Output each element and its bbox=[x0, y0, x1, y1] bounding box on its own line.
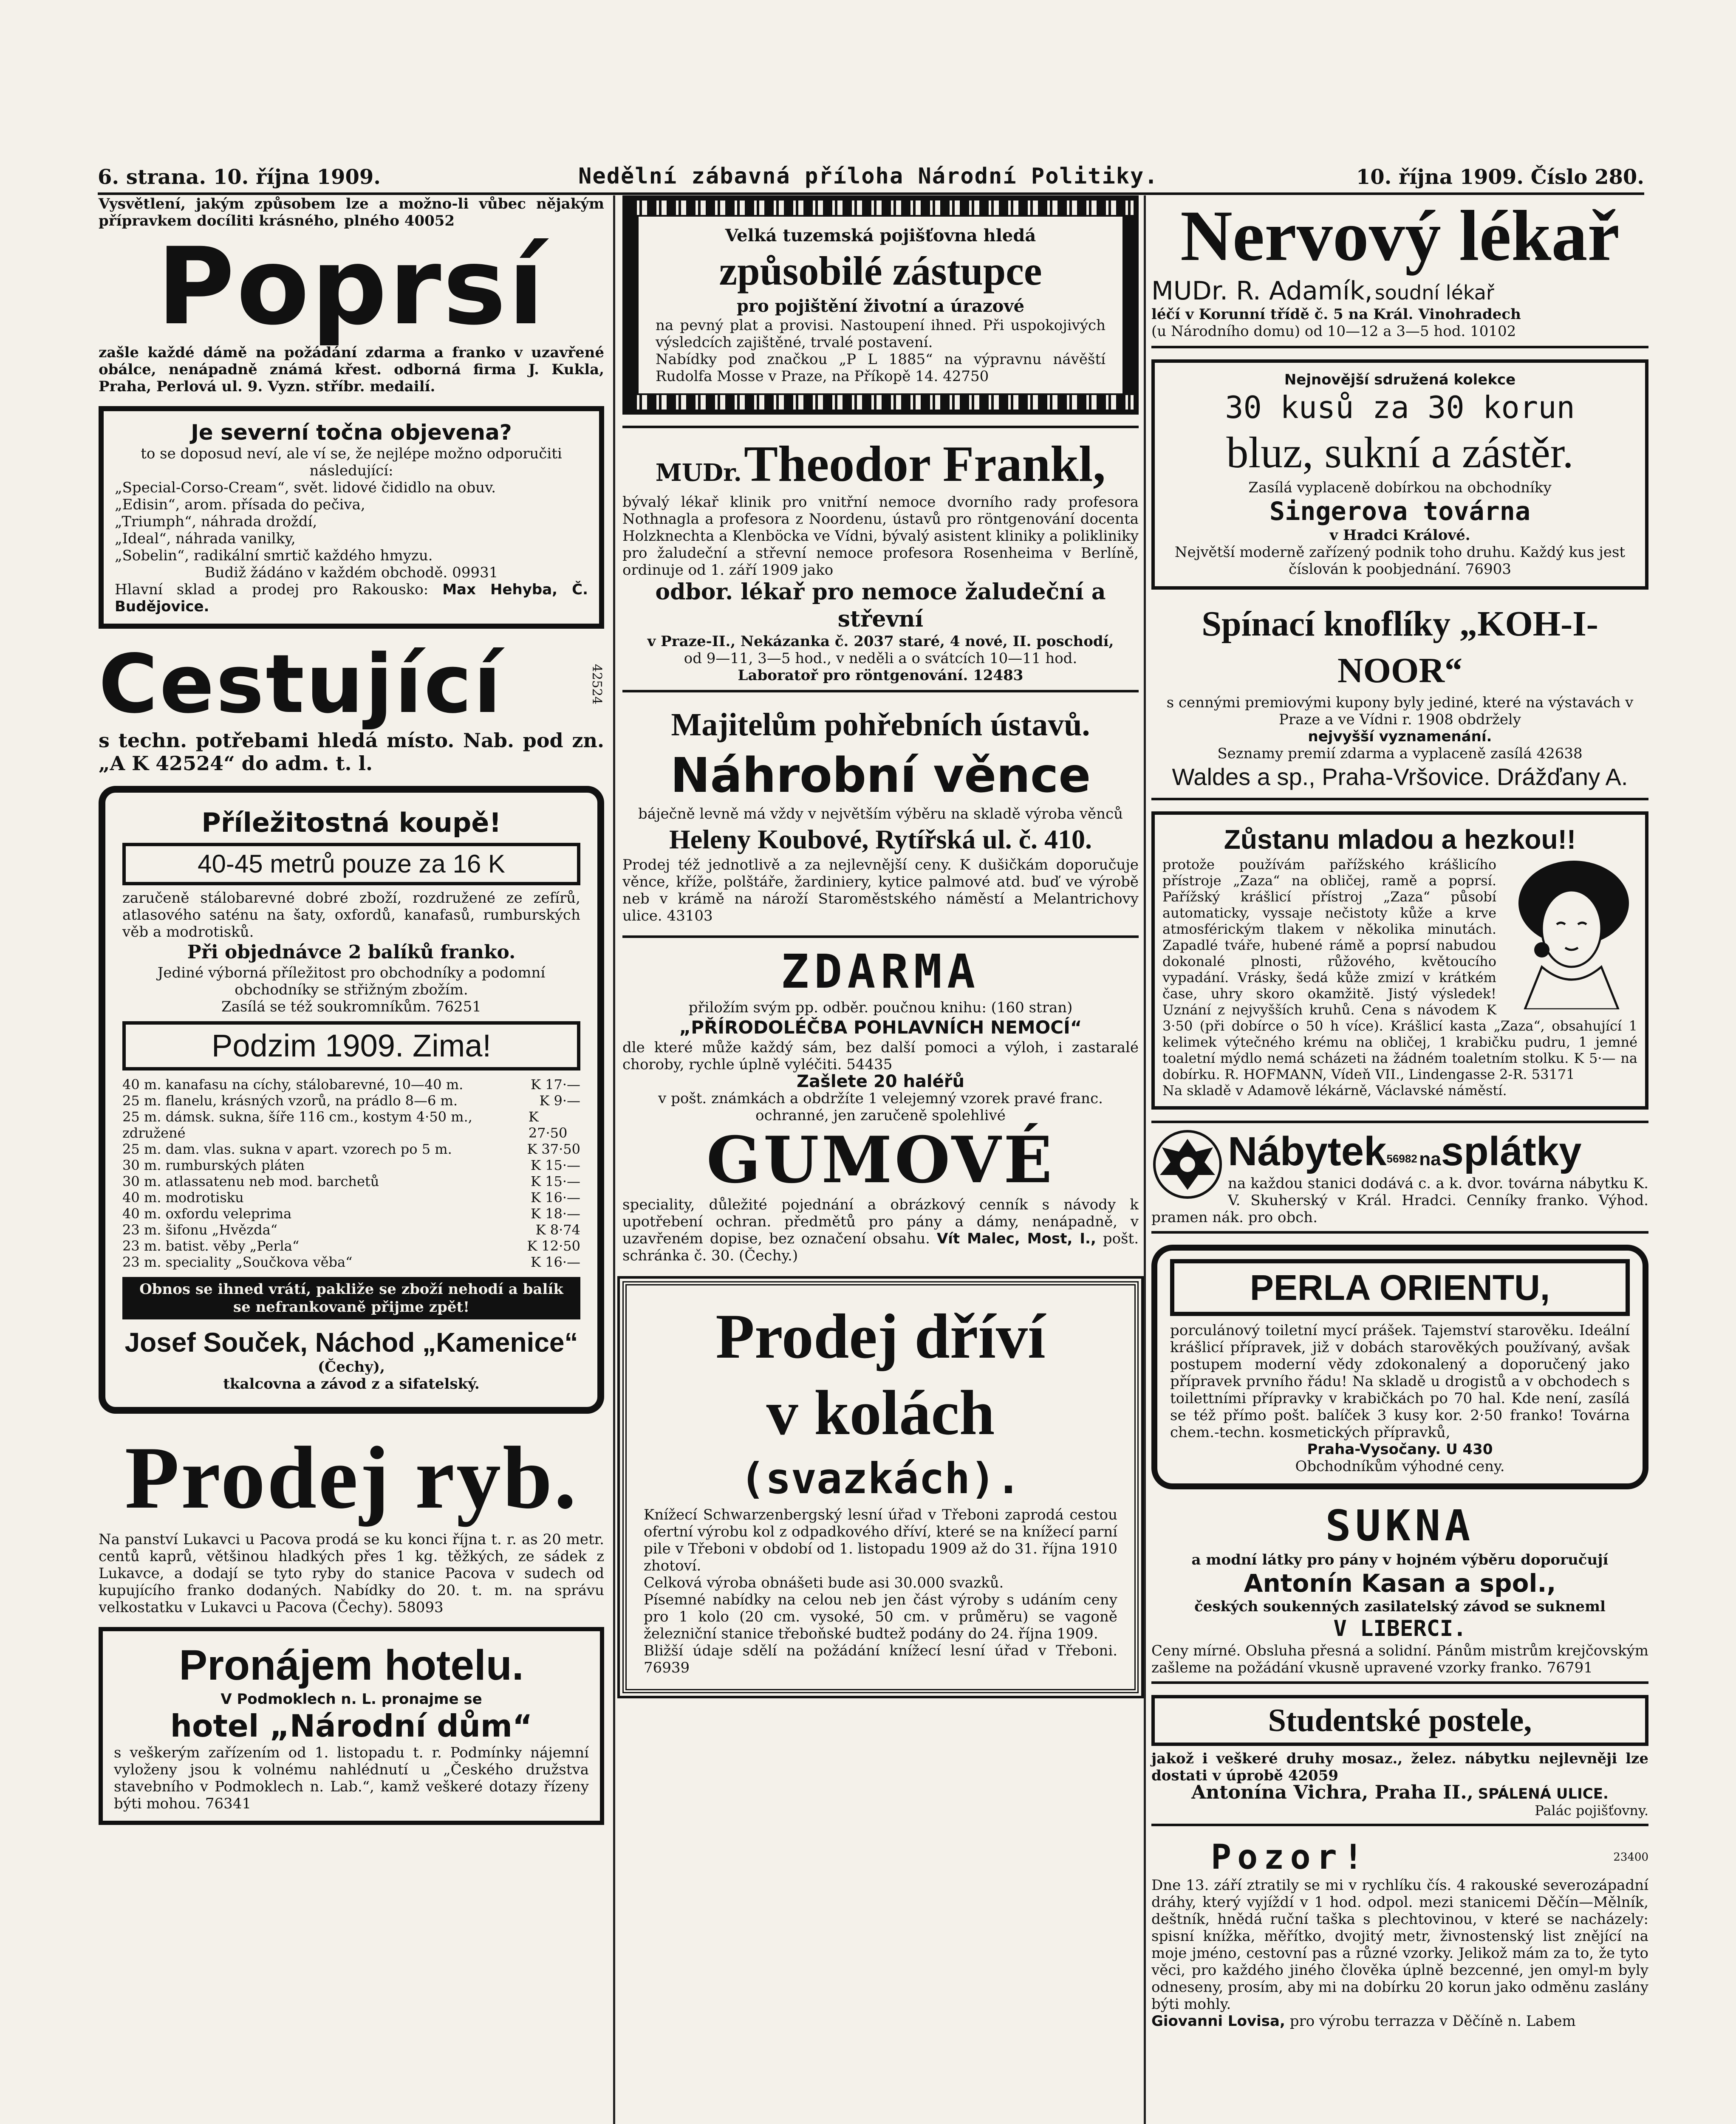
ad-studentske-postele bbox=[1151, 1695, 1648, 1826]
bluz-title: bluz, sukní a zástěr. bbox=[1226, 428, 1574, 477]
cestujici-title: Cestující bbox=[99, 637, 503, 731]
price-row bbox=[122, 1076, 580, 1093]
column-1 bbox=[99, 195, 604, 1836]
column-rule-2 bbox=[1144, 195, 1146, 2124]
price-item: 30 m. rumburských pláten bbox=[122, 1157, 305, 1173]
nabytek-code: 56982 bbox=[1386, 1152, 1417, 1165]
ryby-code: 58093 bbox=[397, 1599, 444, 1616]
perla-text: porculánový toiletní mycí prášek. Tajemství starověku. Ideální krášlicí přípravek, již v dobách starověkých používaný, avšak postupem moderní vědy zdokonalený a doporučený jako přípravek prvního řádu! Na skladě u drogistů a v obchodech s toilettními přípravky v krabičkách po 70 hal. Kde není, zasílá se též přímo pošt. balíček 3 kusy kor. 2·50 franko! Továrna chem.-techn. kosmetických přípravků, bbox=[1170, 1322, 1630, 1441]
tocna-item: „Ideal“, náhrada vanilky, bbox=[115, 530, 296, 547]
sukna-code: 76791 bbox=[1547, 1659, 1593, 1676]
nabytek-splatky: splátky bbox=[1441, 1129, 1582, 1174]
imperial-eagle-crest-icon bbox=[1151, 1128, 1224, 1200]
drivi-text: Knížecí Schwarzenbergský lesní úřad v Třeboni zaprodá cestou ofertní výrobu kol z odpadkového dříví, které se na knížecí parní pile v Třeboni v období od 1. listopadu 1909 až do 31. října 1910 zhotoví. bbox=[644, 1506, 1117, 1574]
column-3 bbox=[1151, 195, 1648, 2041]
price-value: K 16·— bbox=[531, 1254, 580, 1270]
price-row bbox=[122, 1093, 580, 1109]
poprsi-addr: Perlová ul. 9. Vyzn. stříbr. medailí. bbox=[156, 378, 435, 395]
frankl-code: 12483 bbox=[973, 667, 1024, 684]
tocna-item: „Special-Corso-Cream“, svět. lidové čididlo na obuv. bbox=[115, 479, 496, 496]
pozor-text: Dne 13. září ztratily se mi v rychlíku čís. 4 rakouské severozápadní dráhy, který vyjíždí v 1 hod. odpol. mezi stanicemi Děčín—Mělník, deštník, hnědá ruční taška s plechtovinou, v které se nacházely: spisní knížka, měřítko, dvojitý metr, živnostenský list znějící na moje jméno, cestovní pas a různé vzorky. Jelikož mám za to, že tyto věci, pro každého jiného člověka úplně bezcenné, jen omyl-m byly odneseny, prosím, aby mi na dobírku 20 korun jako odměnu zaslány býti mohly. bbox=[1151, 1877, 1648, 2013]
price-row bbox=[122, 1173, 580, 1189]
column-rule-1 bbox=[613, 195, 615, 2124]
price-value: K 18·— bbox=[531, 1206, 580, 1222]
perla-code: U 430 bbox=[1446, 1441, 1493, 1458]
tocna-sklad: Hlavní sklad a prodej pro Rakousko: bbox=[115, 581, 429, 598]
zaza-text: protože používám pařížského krášlicího přístroje „Zaza“ na obličej, ramě a poprsí. Pařížský krášlicí přístroj „Zaza“ působí automaticky, vyssaje nečistoty kůže a krve atmosférickým tlakem v několika minutách. Zapadlé tváře, hubené rámě a poprsí nabudou dokonalé plnosti, růžového, květoucího vypadání. Vrásky, šedá kůže zmizí v krátkém čase, uhry skoro okamžitě. Jistý výsledek! Uznání z nejvyšších kruhů. Cena s návodem K 3·50 (při dobírce o 50 h více). Krášlicí kasta „Zaza“, obsahující 1 kelimek výtečného krému na obličej, 1 krabičku pudru, 1 jemné toaletní mýdlo nemá scházeti na žádném toaletním stolku. K 5·— na dobírku. R. HOFMANN, Vídeň VII., Lindengasse 2-R. bbox=[1162, 856, 1637, 1082]
price-value: K 9·— bbox=[539, 1093, 580, 1109]
lekar-role: soudní lékař bbox=[1374, 281, 1494, 304]
tocna-code: 09931 bbox=[452, 564, 498, 581]
ad-poprsi bbox=[99, 195, 604, 395]
ad-prodej-drivi bbox=[622, 1281, 1139, 1693]
poprsi-code: 40052 bbox=[404, 212, 455, 229]
lekar-text2: (u Národního domu) od 10—12 a 3—5 hod. bbox=[1151, 323, 1466, 340]
sukna-text2: českých soukenných zasilatelský závod se sukneml bbox=[1194, 1598, 1606, 1615]
zaza-sklad: Na skladě v Adamově lékárně, Václavské náměstí. bbox=[1162, 1082, 1507, 1099]
ad-pronajem-hotelu bbox=[99, 1627, 604, 1825]
cestujici-text: s techn. potřebami hledá místo. Nab. pod zn. „A K 42524“ do adm. t. l. bbox=[99, 729, 604, 775]
poj-text: na pevný plat a provisi. Nastoupení ihned. Při uspokojivých výsledcích zajištěné, trvalé postavení. bbox=[656, 317, 1105, 351]
poprsi-intro: Vysvětlení, jakým způsobem lze a možno-li vůbec nějakým přípravkem docíliti krásného, plného bbox=[99, 195, 604, 229]
koupe-loc: (Čechy), bbox=[318, 1359, 385, 1376]
sukna-title: SUKNA bbox=[1325, 1501, 1475, 1551]
koupe-zasila: Zasílá se též soukromníkům. bbox=[221, 998, 431, 1015]
price-item: 25 m. dam. vlas. sukna v apart. vzorech po 5 m. bbox=[122, 1141, 452, 1157]
price-item: 30 m. atlassatenu neb mod. barchetů bbox=[122, 1173, 379, 1189]
hotel-sub: V Podmoklech n. L. pronajme se bbox=[221, 1691, 482, 1708]
lekar-code: 10102 bbox=[1470, 323, 1516, 340]
knof-title: Spínací knoflíky „KOH-I-NOOR“ bbox=[1202, 604, 1598, 690]
pozor-addr: pro výrobu terrazza v Děčíně n. Labem bbox=[1289, 2013, 1576, 2030]
poprsi-firm: J. Kukla, Praha, bbox=[99, 361, 604, 395]
tocna-item: „Edisin“, arom. přísada do pečiva, bbox=[115, 496, 365, 513]
bluz-loc: v Hradci Králové. bbox=[1329, 527, 1470, 544]
sukna-text3: Ceny mírné. Obsluha přesná a solidní. Pánům mistrům krejčovským zašleme na požádání vkusně upravené vzorky franko. bbox=[1151, 1642, 1648, 1676]
price-row bbox=[122, 1109, 580, 1141]
zaza-title: Zůstanu mladou a hezkou!! bbox=[1224, 824, 1576, 855]
lekar-name: MUDr. R. Adamík, bbox=[1151, 276, 1373, 306]
price-row bbox=[122, 1222, 580, 1238]
zdarma-title: ZDARMA bbox=[780, 944, 981, 999]
tocna-note: Budiž žádáno v každém obchodě. bbox=[204, 564, 448, 581]
price-item: 25 m. dámsk. sukna, šíře 116 cm., kostym 4·50 m., združené bbox=[122, 1109, 472, 1141]
header-right: 10. října 1909. Číslo 280. bbox=[1356, 165, 1644, 189]
zaza-code: 53171 bbox=[1531, 1066, 1575, 1082]
bluz-code: 76903 bbox=[1465, 561, 1511, 578]
zdarma-firm: Vít Malec, Most, I., bbox=[936, 1230, 1096, 1247]
postele-text: jakož i veškeré druhy mosaz., želez. nábytku nejlevněji lze dostati v úprobě bbox=[1151, 1750, 1648, 1784]
bluz-firm: Singerova továrna bbox=[1269, 497, 1531, 526]
drivi-text4: Bližší údaje sdělí na požádání knížecí lesní úřad v Třeboni. bbox=[644, 1642, 1117, 1659]
nabytek-text: na každou stanici dodává c. a k. dvor. továrna nábytku K. V. Skuherský v Král. Hradci. Cenníky franko. Výhod. pramen nák. pro obch. bbox=[1151, 1175, 1648, 1226]
knof-firm: Waldes a sp., Praha-Vršovice. Drážďany A. bbox=[1172, 763, 1628, 790]
price-value: K 8·74 bbox=[535, 1222, 580, 1238]
postele-addr: SPÁLENÁ ULICE. bbox=[1478, 1785, 1609, 1802]
ad-nahrobni-vence bbox=[622, 703, 1139, 924]
poj-title: způsobilé zástupce bbox=[719, 248, 1042, 294]
vence-l1: Majitelům pohřebních ústavů. bbox=[671, 707, 1090, 743]
koupe-title: Příležitostná koupě! bbox=[201, 807, 501, 838]
ad-zaza bbox=[1151, 811, 1648, 1110]
poj-text2: Nabídky pod značkou „P L 1885“ na výpravnu návěští Rudolfa Mosse v Praze, na Příkopě 14. bbox=[656, 351, 1105, 385]
postele-firm: Antonína Vichra, Praha II., bbox=[1191, 1782, 1473, 1803]
drivi-code: 76939 bbox=[644, 1659, 690, 1676]
frankl-name: Theodor Frankl, bbox=[744, 435, 1106, 492]
koupe-obj: Při objednávce 2 balíků franko. bbox=[187, 941, 516, 963]
bluz-l2: 30 kusů za 30 korun bbox=[1225, 390, 1575, 425]
ad-knofliky bbox=[1151, 601, 1648, 800]
price-value: K 17·— bbox=[531, 1076, 580, 1093]
knof-text: s cennými premiovými kupony byly jediné, které na výstavách v Praze a ve Vídni r. 1908 obdržely bbox=[1166, 694, 1634, 728]
price-item: 40 m. oxfordu veleprima bbox=[122, 1206, 292, 1222]
lekar-text: léčí v Korunní třídě č. 5 na Král. Vinohradech bbox=[1151, 306, 1521, 323]
drivi-title2: v kolách bbox=[766, 1378, 995, 1448]
knof-code: 42638 bbox=[1536, 745, 1583, 762]
ad-bluz bbox=[1151, 359, 1648, 590]
ad-nervovy-lekar bbox=[1151, 195, 1648, 348]
hotel-title: Pronájem hotelu. bbox=[179, 1641, 524, 1689]
perla-obch: Obchodníkům výhodné ceny. bbox=[1295, 1458, 1505, 1475]
ad-cestujici bbox=[99, 637, 604, 775]
ad-prilezitostna-koupe bbox=[99, 786, 604, 1414]
tocna-item: „Sobelin“, radikální smrtič každého hmyzu. bbox=[115, 547, 433, 564]
tocna-firm: Max Hehyba, Č. Budějovice. bbox=[115, 581, 588, 615]
nabytek-na: na bbox=[1419, 1149, 1441, 1169]
cestujici-side-code: 42524 bbox=[589, 664, 604, 705]
lady-portrait-illustration bbox=[1501, 856, 1637, 1009]
ad-nabytek bbox=[1151, 1121, 1648, 1234]
bluz-text: Zasílá vyplaceně dobírkou na obchodníky bbox=[1248, 479, 1552, 496]
koupe-warn: Obnos se ihned vrátí, pakliže se zboží nehodí a balík se nefrankovaně přijme zpět! bbox=[122, 1277, 580, 1319]
koupe-firm2: tkalcovna a závod z a sifatelský. bbox=[223, 1376, 480, 1392]
tocna-title: Je severní točna objevena? bbox=[191, 420, 512, 445]
frankl-odbor: odbor. lékař pro nemoce žaludeční a střevní bbox=[655, 579, 1106, 632]
perla-loc: Praha-Vysočany. bbox=[1307, 1441, 1441, 1458]
poj-l1: Velká tuzemská pojišťovna hledá bbox=[725, 226, 1036, 246]
frankl-hours: od 9—11, 3—5 hod., v neděli a o svátcích 10—11 hod. bbox=[684, 650, 1077, 667]
koupe-banner: 40-45 metrů pouze za 16 K bbox=[122, 843, 580, 885]
ad-sukna bbox=[1151, 1500, 1648, 1684]
price-item: 23 m. batist. věby „Perla“ bbox=[122, 1238, 300, 1254]
knof-text2: Seznamy premií zdarma a vyplaceně zasílá bbox=[1217, 745, 1532, 762]
postele-addr2: Palác pojišťovny. bbox=[1535, 1802, 1648, 1819]
price-item: 40 m. kanafasu na cíchy, stálobarevné, 10—40 m. bbox=[122, 1076, 464, 1093]
column-2 bbox=[622, 195, 1139, 1704]
price-value: K 27·50 bbox=[528, 1109, 568, 1141]
decorative-border bbox=[626, 199, 1135, 217]
decorative-border bbox=[626, 393, 1135, 411]
knof-medal: nejvyšší vyznamenání. bbox=[1308, 728, 1492, 745]
price-row bbox=[122, 1189, 580, 1206]
price-item: 23 m. speciality „Součkova věba“ bbox=[122, 1254, 353, 1270]
postele-code: 42059 bbox=[1288, 1767, 1339, 1784]
nabytek-title: Nábytek bbox=[1228, 1129, 1387, 1174]
frankl-text: bývalý lékař klinik pro vnitřní nemoce dvorního rady profesora Nothnagla a profesora z Noordenu, ústavů pro röntgenování docenta Holzknechta a Klenböcka ve Vídni, bývalý asistent kliniky a polikliniky pro žaludeční a střevní nemoce profesora Rosenheima v Berlíně, ordinuje od 1. září 1909 jako bbox=[622, 494, 1139, 579]
price-value: K 12·50 bbox=[527, 1238, 580, 1254]
lekar-title: Nervový lékař bbox=[1180, 196, 1620, 276]
koupe-podzim: Podzim 1909. Zima! bbox=[122, 1021, 580, 1070]
sukna-loc: V LIBERCI. bbox=[1333, 1616, 1467, 1641]
price-row bbox=[122, 1238, 580, 1254]
bluz-text2: Největší moderně zařízený podnik toho druhu. Každý kus jest číslován k poobjednání. bbox=[1174, 544, 1626, 578]
zdarma-text: přiložím svým pp. odběr. poučnou knihu: (160 stran) bbox=[688, 999, 1073, 1016]
header-center: Nedělní zábavná příloha Národní Politiky. bbox=[578, 164, 1159, 189]
ad-pojistovna bbox=[622, 195, 1139, 415]
pozor-title: Pozor! bbox=[1211, 1837, 1369, 1877]
zdarma-text2: dle které může každý sám, bez další pomoci a výloh, i zastaralé choroby, rychle úplně vyléčiti. bbox=[622, 1039, 1139, 1073]
price-row bbox=[122, 1157, 580, 1173]
ad-prodej-ryb bbox=[99, 1425, 604, 1616]
pozor-firm: Giovanni Lovisa, bbox=[1151, 2013, 1285, 2030]
vence-text2: Prodej též jednotlivě a za nejlevnější ceny. K dušičkám doporučuje věnce, kříže, polštáře, žardiniery, kytice palmové atd. buď ve výrobě neb v krámě na nároží Staroměstského náměstí a Melantrichovy ulice. bbox=[622, 856, 1139, 924]
price-row bbox=[122, 1141, 580, 1157]
vence-firm: Heleny Koubové, Rytířská ul. č. 410. bbox=[669, 824, 1092, 854]
ad-tocna bbox=[99, 406, 604, 629]
poj-l2: pro pojištění životní a úrazové bbox=[736, 296, 1025, 316]
poprsi-text: zašle každé dámě na požádání zdarma a franko v uzavřené obálce, nenápadně známá křest. odborná firma bbox=[99, 344, 604, 378]
hotel-name: hotel „Národní dům“ bbox=[170, 1708, 533, 1744]
price-item: 25 m. flanelu, krásných vzorů, na prádlo 8—6 m. bbox=[122, 1093, 458, 1109]
bluz-l1: Nejnovější sdružená kolekce bbox=[1284, 371, 1516, 388]
koupe-text2: Jediné výborná příležitost pro obchodníky a podomní obchodníky se střižným zbožím. bbox=[157, 964, 546, 998]
price-value: K 37·50 bbox=[527, 1141, 580, 1157]
pozor-code: 23400 bbox=[1613, 1850, 1648, 1864]
ad-frankl bbox=[622, 426, 1139, 692]
koupe-price-list bbox=[122, 1076, 580, 1270]
ryby-text: Na panství Lukavci u Pacova prodá se ku konci října t. r. as 20 metr. centů kaprů, většinou hladkých přes 1 kg. těžkých, ze sádek z Lukavce, a dodají se tyto ryby do stanice Pacova v sudech od kupujícího franko dodaných. Nabídky do 20. t. m. na správu velkostatku v Lukavci u Pacova (Čechy). bbox=[99, 1531, 604, 1616]
tocna-item: „Triumph“, náhrada droždí, bbox=[115, 513, 317, 530]
ad-zdarma bbox=[622, 935, 1139, 1264]
price-value: K 15·— bbox=[531, 1157, 580, 1173]
header-left: 6. strana. 10. října 1909. bbox=[98, 165, 381, 189]
price-item: 40 m. modrotisku bbox=[122, 1189, 244, 1206]
page-header bbox=[98, 159, 1644, 195]
koupe-code: 76251 bbox=[435, 998, 481, 1015]
ad-perla-orientu bbox=[1151, 1245, 1648, 1489]
price-row bbox=[122, 1254, 580, 1270]
ryby-title: Prodej ryb. bbox=[124, 1429, 578, 1527]
drivi-text3: Písemné nabídky na celou neb jen část výroby s udáním ceny pro 1 kolo (20 cm. vysoké, 50 cm. v průměru) se vagoně železniční stanice třeboňské budtež podány do 24. října 1909. bbox=[644, 1591, 1117, 1642]
price-value: K 15·— bbox=[531, 1173, 580, 1189]
frankl-mudr: MUDr. bbox=[655, 459, 742, 487]
price-row bbox=[122, 1206, 580, 1222]
koupe-text: zaručeně stálobarevné dobré zboží, rozdružené ze zefírů, atlasového saténu na šaty, oxfordů, kanafasů, rumburských věb a modrotisků. bbox=[122, 890, 580, 941]
zdarma-text3: v pošt. známkách a obdržíte 1 velejemný vzorek pravé franc. ochranné, jen zaručeně spolehlivé bbox=[658, 1090, 1103, 1124]
frankl-addr: v Praze-II., Nekázanka č. 2037 staré, 4 nové, II. poschodí, bbox=[647, 633, 1114, 650]
koupe-firm: Josef Souček, Náchod „Kamenice“ bbox=[124, 1327, 578, 1358]
zdarma-book: „PŘÍRODOLÉČBA POHLAVNÍCH NEMOCÍ“ bbox=[679, 1017, 1082, 1038]
vence-title: Náhrobní věnce bbox=[670, 748, 1091, 803]
price-value: K 16·— bbox=[531, 1189, 580, 1206]
price-item: 23 m. šifonu „Hvězda“ bbox=[122, 1222, 278, 1238]
vence-code: 43103 bbox=[667, 907, 713, 924]
sukna-text: a modní látky pro pány v hojném výběru doporučují bbox=[1191, 1551, 1609, 1568]
drivi-text2: Celková výroba obnášeti bude asi 30.000 svazků. bbox=[644, 1574, 1004, 1591]
zdarma-code: 54435 bbox=[846, 1056, 893, 1073]
frankl-lab: Laboratoř pro röntgenování. bbox=[738, 667, 968, 684]
poprsi-title: Poprsí bbox=[157, 225, 546, 348]
zdarma-send: Zašlete 20 haléřů bbox=[797, 1072, 964, 1091]
tocna-text: to se doposud neví, ale ví se, že nejlépe možno odporučiti následující: bbox=[141, 445, 562, 479]
zdarma-text4: speciality, důležité pojednání a obrázkový cenník s návody k upotřebení ochran. předmětů pro pány a dámy, nenápadně, v uzavřeném dopise, bez označení obsahu. bbox=[622, 1196, 1139, 1247]
poj-code: 42750 bbox=[943, 368, 989, 385]
hotel-text: s veškerým zařízením od 1. listopadu t. r. Podmínky nájemní vyloženy jsou k volnému nahlédnutí u „Českého družstva stavebního v Podmoklech n. Lab.“, kamž veškeré dotazy řízeny býti mohou. bbox=[114, 1744, 589, 1812]
zdarma-box: pošt. schránka č. 30. (Čechy.) bbox=[622, 1230, 1139, 1264]
hotel-code: 76341 bbox=[205, 1795, 252, 1812]
ad-pozor bbox=[1151, 1837, 1648, 2030]
vence-text: báječně levně má vždy v největším výběru na skladě výroba věnců bbox=[638, 805, 1123, 822]
postele-title: Studentské postele, bbox=[1151, 1695, 1648, 1746]
sukna-firm: Antonín Kasan a spol., bbox=[1244, 1569, 1556, 1598]
drivi-title3: (svazkách). bbox=[740, 1454, 1021, 1503]
zdarma-gumove: GUMOVÉ bbox=[706, 1123, 1055, 1198]
perla-title: PERLA ORIENTU, bbox=[1170, 1259, 1630, 1316]
drivi-title1: Prodej dříví bbox=[715, 1301, 1046, 1372]
